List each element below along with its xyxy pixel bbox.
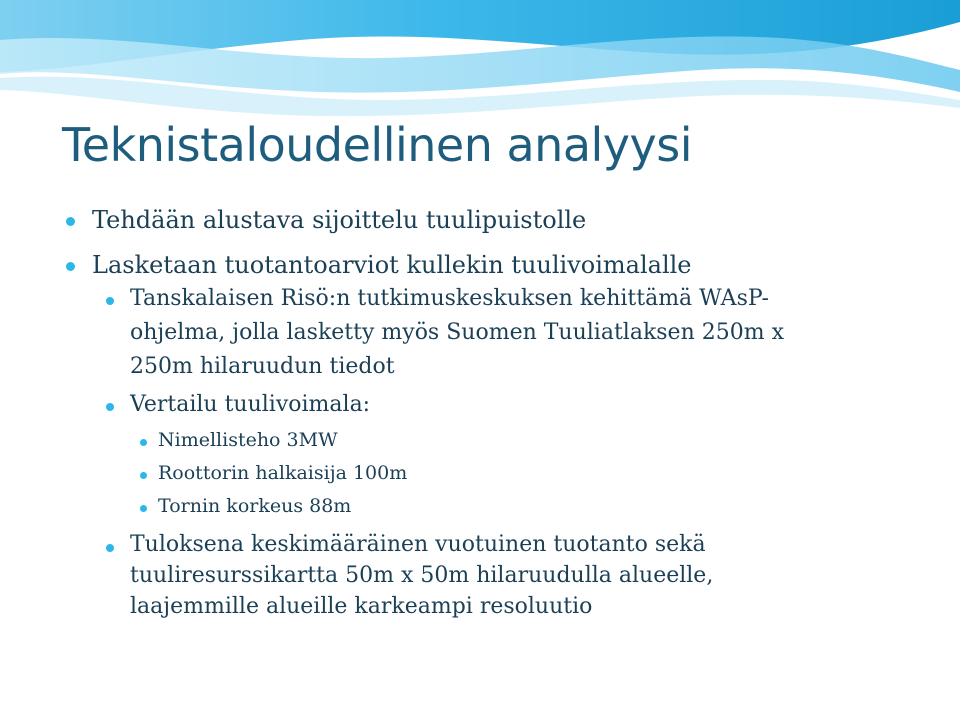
bullet-item-line: 250m hilaruudun tiedot [130, 354, 395, 379]
bullet-dot [140, 439, 147, 446]
bullet-item-line: Tuloksena keskimääräinen vuotuinen tuotanto sekä [130, 532, 706, 557]
bullet-item-line: laajemmille alueille karkeampi resoluutio [130, 594, 593, 619]
bullet-dot [66, 217, 75, 226]
bullet-dot [66, 262, 75, 271]
bullet-item-line: tuuliresurssikartta 50m x 50m hilaruudulla alueelle, [130, 563, 714, 588]
bullet-subitem: Tornin korkeus 88m [158, 495, 352, 517]
slide-title: Teknistaloudellinen analyysi [62, 118, 692, 172]
bullet-subitem: Nimellisteho 3MW [158, 429, 338, 451]
bullet-dot [106, 297, 114, 305]
bullet-item: Lasketaan tuotantoarviot kullekin tuulivoimalalle [92, 251, 692, 279]
bullet-dot [106, 403, 114, 411]
bullet-item: Tehdään alustava sijoittelu tuulipuistolle [92, 206, 587, 234]
bullet-dot [140, 505, 147, 512]
bullet-item-line: Tanskalaisen Risö:n tutkimuskeskuksen kehittämä WAsP- [130, 286, 769, 311]
bullet-item: Vertailu tuulivoimala: [130, 392, 371, 417]
bullet-dot [140, 472, 147, 479]
bullet-subitem: Roottorin halkaisija 100m [158, 462, 408, 484]
bullet-item-line: ohjelma, jolla lasketty myös Suomen Tuuliatlaksen 250m x [130, 320, 784, 345]
bullet-dot [106, 544, 114, 552]
